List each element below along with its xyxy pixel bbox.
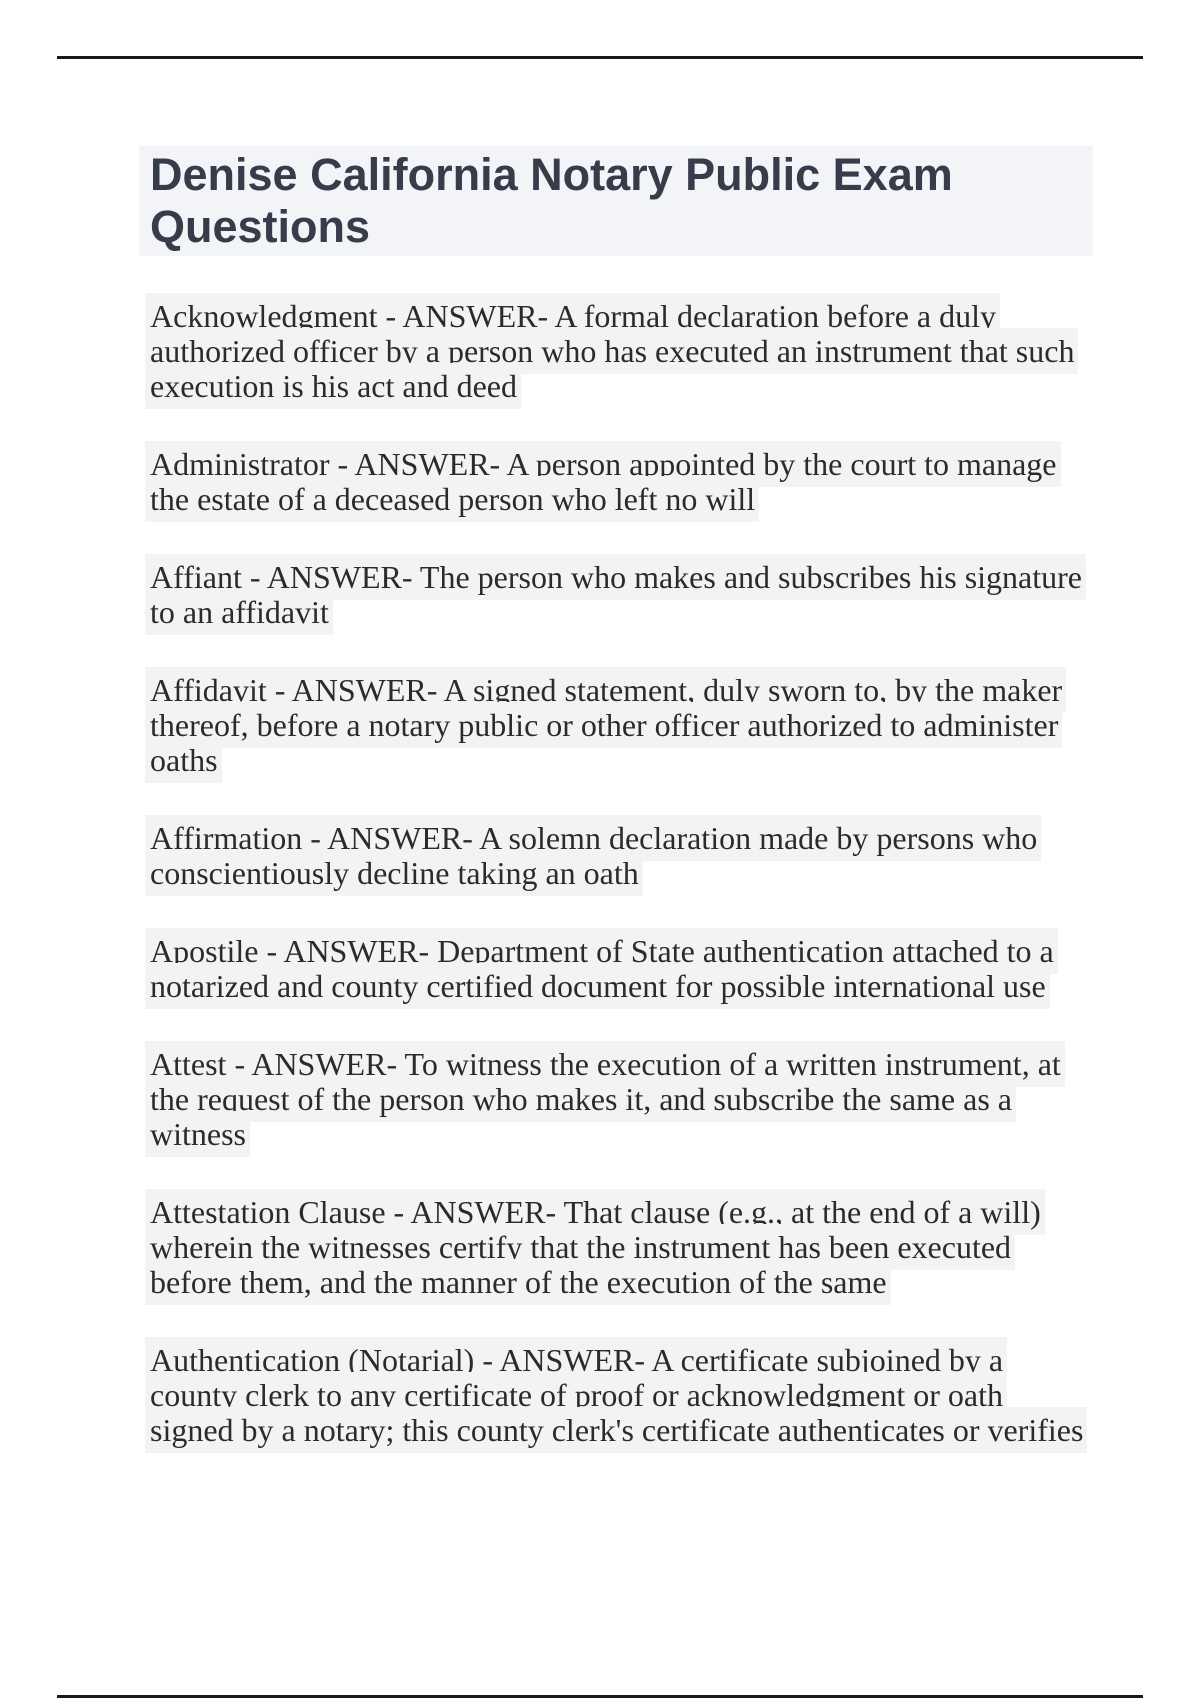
- bottom-divider: [57, 1695, 1143, 1698]
- qa-entry: [145, 934, 1093, 1004]
- qa-entry: [145, 1047, 1093, 1152]
- qa-entry: [145, 447, 1093, 517]
- qa-entry: [145, 560, 1093, 630]
- qa-text: Affirmation - ANSWER- A solemn declaration made by persons who conscientiously decline taking an oath: [145, 815, 1041, 896]
- qa-text: Attest - ANSWER- To witness the execution of a written instrument, at the request of the person who makes it, and subscribe the same as a witness: [145, 1041, 1065, 1157]
- top-divider: [57, 56, 1143, 59]
- qa-text: Acknowledgment - ANSWER- A formal declaration before a duly authorized officer by a person who has executed an instrument that such execution is his act and deed: [145, 293, 1078, 409]
- qa-entry: [145, 673, 1093, 778]
- qa-text: Attestation Clause - ANSWER- That clause (e.g., at the end of a will) wherein the witnesses certify that the instrument has been executed before them, and the manner of the execution of the same: [145, 1189, 1045, 1305]
- qa-list: [139, 299, 1093, 1448]
- qa-entry: [145, 1343, 1093, 1448]
- qa-text: Administrator - ANSWER- A person appointed by the court to manage the estate of a deceased person who left no will: [145, 441, 1061, 522]
- document-content: [139, 146, 1093, 1448]
- qa-text: Apostile - ANSWER- Department of State authentication attached to a notarized and county certified document for possible international use: [145, 928, 1058, 1009]
- document-title: Denise California Notary Public Exam Questions: [139, 146, 1093, 256]
- qa-entry: [145, 299, 1093, 404]
- qa-text: Authentication (Notarial) - ANSWER- A certificate subjoined by a county clerk to any certificate of proof or acknowledgment or oath signed by a notary; this county clerk's certificate authenticates or verifies: [145, 1337, 1087, 1453]
- qa-entry: [145, 1195, 1093, 1300]
- qa-text: Affiant - ANSWER- The person who makes and subscribes his signature to an affidavit: [145, 554, 1086, 635]
- qa-entry: [145, 821, 1093, 891]
- qa-text: Affidavit - ANSWER- A signed statement, duly sworn to, by the maker thereof, before a notary public or other officer authorized to administer oaths: [145, 667, 1066, 783]
